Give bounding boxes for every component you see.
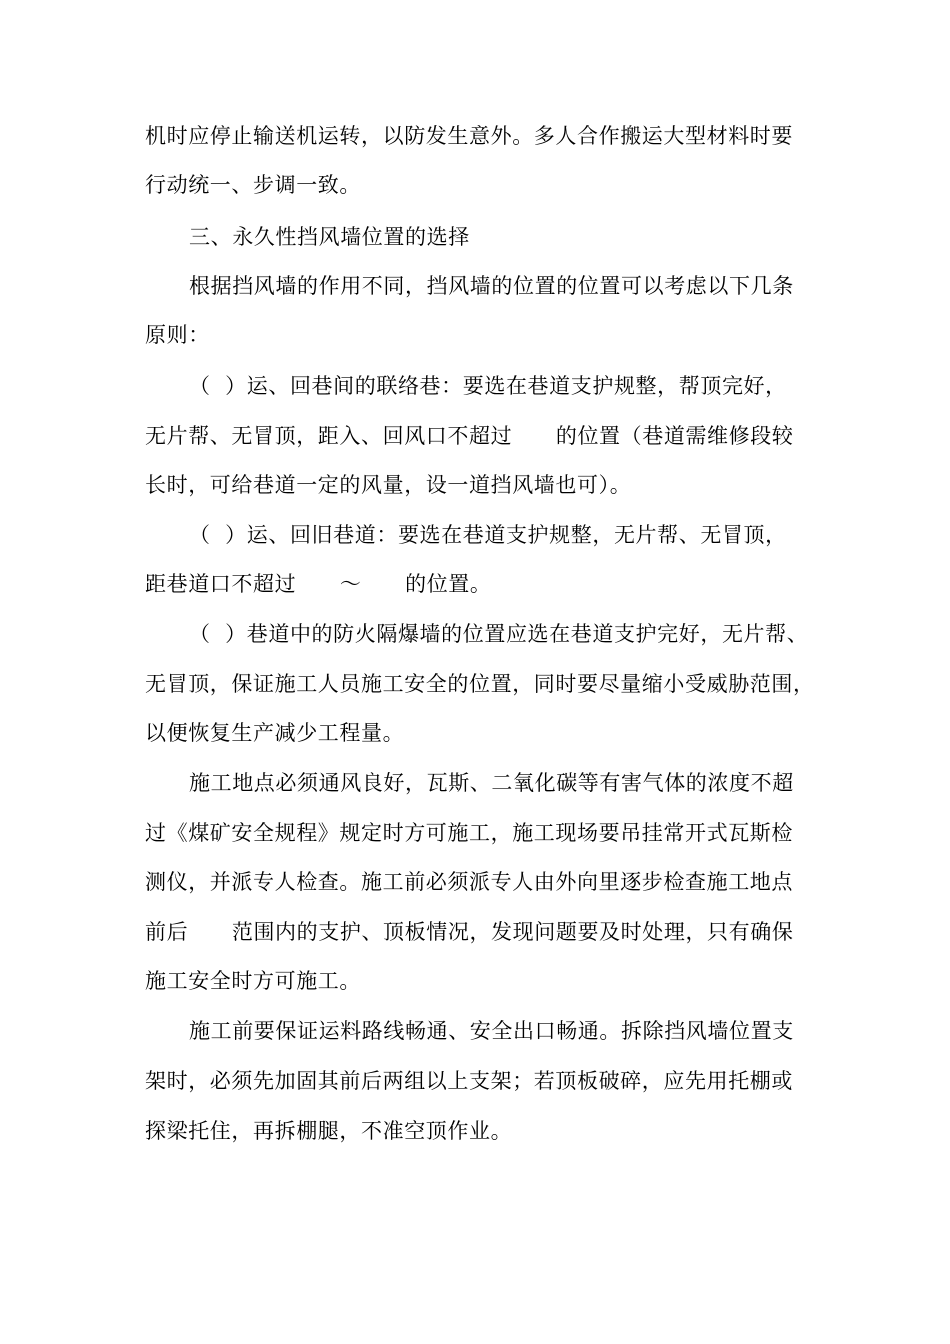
text-line: 施工前要保证运料路线畅通、安全出口畅通。拆除挡风墙位置支 xyxy=(189,1019,794,1043)
text-line: 根据挡风墙的作用不同，挡风墙的位置的位置可以考虑以下几条 xyxy=(189,274,794,298)
text-line: 以便恢复生产减少工程量。 xyxy=(145,721,405,745)
text-line: 机时应停止输送机运转，以防发生意外。多人合作搬运大型材料时要 xyxy=(145,124,793,148)
text-line: 无冒顶，保证施工人员施工安全的位置，同时要尽量缩小受威胁范围， xyxy=(145,672,815,696)
text-line: 施工地点必须通风良好，瓦斯、二氧化碳等有害气体的浓度不超 xyxy=(189,771,794,795)
text-line: 架时，必须先加固其前后两组以上支架；若顶板破碎，应先用托棚或 xyxy=(145,1069,793,1093)
section-heading: 三、永久性挡风墙位置的选择 xyxy=(189,225,470,249)
text-line: 无片帮、无冒顶，距入、回风口不超过 的位置（巷道需维修段较 xyxy=(145,424,794,448)
text-line: 原则： xyxy=(145,323,210,347)
text-line: （ ）运、回巷间的联络巷：要选在巷道支护规整，帮顶完好， xyxy=(189,374,787,398)
text-line: （ ）运、回旧巷道：要选在巷道支护规整，无片帮、无冒顶， xyxy=(189,523,787,547)
text-line: 探梁托住，再拆棚腿，不准空顶作业。 xyxy=(145,1119,513,1143)
text-line: 前后 范围内的支护、顶板情况，发现问题要及时处理，只有确保 xyxy=(145,920,794,944)
text-line: 行动统一、步调一致。 xyxy=(145,173,361,197)
text-line: 距巷道口不超过 ～ 的位置。 xyxy=(145,572,492,596)
text-line: 长时，可给巷道一定的风量，设一道挡风墙也可）。 xyxy=(145,473,632,497)
text-line: （ ）巷道中的防火隔爆墙的位置应选在巷道支护完好，无片帮、 xyxy=(189,622,809,646)
text-line: 测仪，并派专人检查。施工前必须派专人由外向里逐步检查施工地点 xyxy=(145,870,793,894)
text-line: 施工安全时方可施工。 xyxy=(145,969,361,993)
text-line: 过《煤矿安全规程》规定时方可施工，施工现场要吊挂常开式瓦斯检 xyxy=(145,821,793,845)
